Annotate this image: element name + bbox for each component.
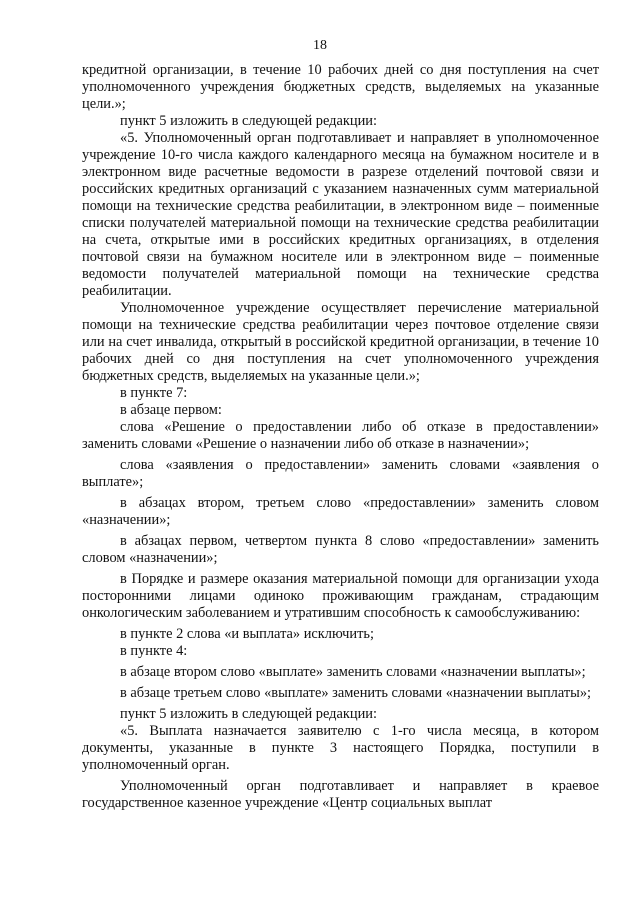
paragraph: Уполномоченный орган подготавливает и направляет в краевое государственное казенное учреждение «Центр социальных выплат	[82, 778, 599, 811]
paragraph: кредитной организации, в течение 10 рабочих дней со дня поступления на счет уполномоченного учреждения бюджетных средств, выделяемых на указанные цели.»;	[82, 62, 599, 112]
paragraph: слова «заявления о предоставлении» заменить словами «заявления о выплате»;	[82, 457, 599, 490]
paragraph: «5. Уполномоченный орган подготавливает и направляет в уполномоченное учреждение 10-го числа каждого календарного месяца на бумажном носителе и в электронном виде расчетные ведомости в разрезе отделений почтовой связи и российских кредитных организаций с указанием назначенных сумм материальной помощи на технические средства реабилитации, в электронном виде – поименные списки получателей материальной помощи на технические средства реабилитации на счета, открытые ими в российских кредитных организациях, в отделения почтовой связи на бумажном носителе или в электронном виде – поименные ведомости получателей материальной помощи на технические средства реабилитации.	[82, 130, 599, 299]
paragraph: в абзацах втором, третьем слово «предоставлении» заменить словом «назначении»;	[82, 495, 599, 528]
paragraph: слова «Решение о предоставлении либо об отказе в предоставлении» заменить словами «Решение о назначении либо об отказе в назначении»;	[82, 419, 599, 452]
paragraph: в пункте 2 слова «и выплата» исключить;	[120, 626, 374, 642]
paragraph: в абзаце третьем слово «выплате» заменить словами «назначении выплаты»;	[120, 685, 592, 701]
paragraph: в Порядке и размере оказания материальной помощи для организации ухода посторонними лицами одиноко проживающим гражданам, страдающим онкологическим заболеванием и утратившим способность к самообслуживанию:	[82, 571, 599, 621]
paragraph: Уполномоченное учреждение осуществляет перечисление материальной помощи на технические средства реабилитации через почтовое отделение связи или на счет инвалида, открытый в российской кредитной организации, в течение 10 рабочих дней со дня поступления на счет уполномоченного учреждения бюджетных средств, выделяемых на указанные цели.»;	[82, 300, 599, 384]
paragraph: в пункте 4:	[120, 643, 188, 659]
paragraph: «5. Выплата назначается заявителю с 1-го числа месяца, в котором документы, указанные в пункте 3 настоящего Порядка, поступили в уполномоченный орган.	[82, 723, 599, 773]
paragraph: в пункте 7:	[120, 385, 188, 401]
paragraph: в абзаце втором слово «выплате» заменить словами «назначении выплаты»;	[120, 664, 586, 680]
document-body	[82, 62, 599, 812]
paragraph: в абзаце первом:	[120, 402, 222, 418]
paragraph: в абзацах первом, четвертом пункта 8 слово «предоставлении» заменить словом «назначении»;	[82, 533, 599, 566]
paragraph: пункт 5 изложить в следующей редакции:	[120, 113, 377, 129]
paragraph: пункт 5 изложить в следующей редакции:	[120, 706, 377, 722]
page-number: 18	[313, 38, 327, 53]
